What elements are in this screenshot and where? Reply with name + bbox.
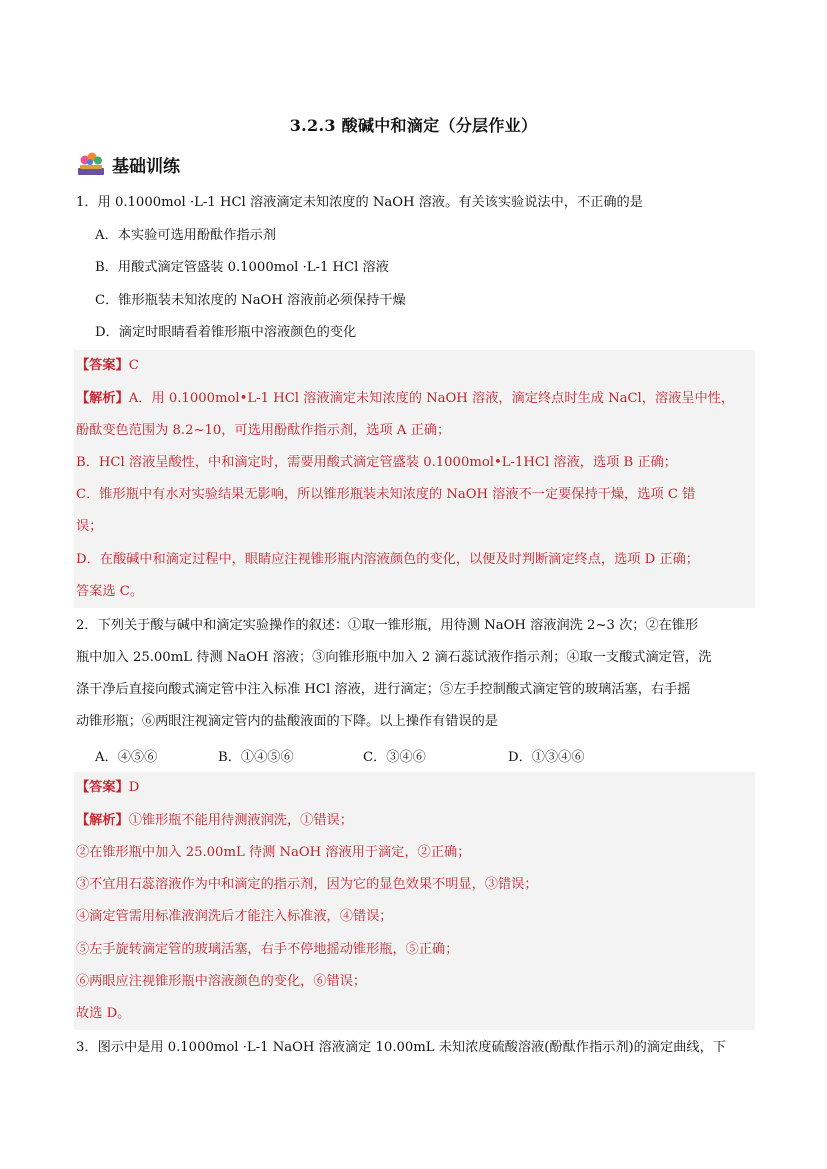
flower-books-icon xyxy=(76,151,106,177)
q2-stem-line-2: 瓶中加入 25.00mL 待测 NaOH 溶液；③向锥形瓶中加入 2 滴石蕊试液作指示剂；④取一支酸式滴定管，洗 xyxy=(76,650,712,665)
q1-analysis-line-7: 答案选 C。 xyxy=(76,584,144,599)
section-heading xyxy=(76,151,180,177)
q2-stem-line-1: 2．下列关于酸与碱中和滴定实验操作的叙述：①取一锥形瓶，用待测 NaOH 溶液润洗 2~3 次；②在锥形 xyxy=(76,618,699,633)
q2-analysis-line-3: ③不宜用石蕊溶液作为中和滴定的指示剂，因为它的显色效果不明显，③错误； xyxy=(76,877,538,892)
q2-answer-tag: 【答案】 xyxy=(76,780,129,795)
q2-analysis-text-1: ①锥形瓶不能用待测液润洗，①错误； xyxy=(128,813,353,828)
q1-analysis-line-6: D．在酸碱中和滴定过程中，眼睛应注视锥形瓶内溶液颜色的变化，以便及时判断滴定终点，选项 D 正确； xyxy=(76,552,699,567)
q1-analysis-line-1 xyxy=(76,389,756,409)
q2-option-c: C．③④⑥ xyxy=(363,750,426,765)
q1-option-a: A．本实验可选用酚酞作指示剂 xyxy=(95,228,276,243)
q1-option-b: B．用酸式滴定管盛装 0.1000mol ·L-1 HCl 溶液 xyxy=(95,260,389,275)
q1-analysis-tag: 【解析】 xyxy=(76,391,129,406)
q1-analysis-line-2: 酚酞变色范围为 8.2~10，可选用酚酞作指示剂，选项 A 正确； xyxy=(76,423,451,438)
q2-option-a: A．④⑤⑥ xyxy=(95,750,158,765)
q1-analysis-text-1: A．用 0.1000mol•L-1 HCl 溶液滴定未知浓度的 NaOH 溶液，滴定终点时生成 NaCl，溶液呈中性， xyxy=(128,391,735,406)
q1-analysis-line-5: 误； xyxy=(76,519,103,534)
q2-analysis-tag: 【解析】 xyxy=(76,813,129,828)
q2-analysis-line-7: 故选 D。 xyxy=(76,1006,131,1021)
q2-answer-value: D xyxy=(128,780,140,795)
q1-answer-value: C xyxy=(128,358,139,373)
q2-stem-line-3: 涤干净后直接向酸式滴定管中注入标准 HCl 溶液，进行滴定；⑤左手控制酸式滴定管的玻璃活塞，右手摇 xyxy=(76,682,691,697)
q1-option-d: D．滴定时眼睛看着锥形瓶中溶液颜色的变化 xyxy=(95,325,357,340)
q2-analysis-line-5: ⑤左手旋转滴定管的玻璃活塞，右手不停地摇动锥形瓶，⑤正确； xyxy=(76,942,459,957)
q1-answer-tag: 【答案】 xyxy=(76,358,129,373)
q2-analysis-line-1 xyxy=(76,811,756,831)
q2-options xyxy=(95,746,695,766)
q2-option-d: D．①③④⑥ xyxy=(508,750,585,765)
q2-analysis-line-2: ②在锥形瓶中加入 25.00mL 待测 NaOH 溶液用于滴定，②正确； xyxy=(76,845,471,860)
q1-answer xyxy=(76,356,756,376)
document-title: 3.2.3 酸碱中和滴定（分层作业） xyxy=(289,116,538,135)
q2-analysis-line-4: ④滴定管需用标准液润洗后才能注入标准液，④错误； xyxy=(76,909,393,924)
q2-stem-line-4: 动锥形瓶；⑥两眼注视滴定管内的盐酸液面的下降。以上操作有错误的是 xyxy=(76,714,498,729)
q1-stem: 1．用 0.1000mol ·L-1 HCl 溶液滴定未知浓度的 NaOH 溶液。有关该实验说法中，不正确的是 xyxy=(76,195,643,210)
q1-option-c: C．锥形瓶装未知浓度的 NaOH 溶液前必须保持干燥 xyxy=(95,293,406,308)
section-label: 基础训练 xyxy=(112,156,180,177)
q2-answer xyxy=(76,778,756,798)
q1-analysis-line-3: B．HCl 溶液呈酸性，中和滴定时，需要用酸式滴定管盛装 0.1000mol•L-1HCl 溶液，选项 B 正确； xyxy=(76,455,677,470)
q2-option-b: B．①④⑤⑥ xyxy=(218,750,294,765)
q3-stem: 3．图示中是用 0.1000mol ·L-1 NaOH 溶液滴定 10.00mL 未知浓度硫酸溶液(酚酞作指示剂)的滴定曲线，下 xyxy=(76,1040,726,1055)
q2-analysis-line-6: ⑥两眼应注视锥形瓶中溶液颜色的变化，⑥错误； xyxy=(76,974,367,989)
q1-analysis-line-4: C．锥形瓶中有水对实验结果无影响，所以锥形瓶装未知浓度的 NaOH 溶液不一定要保持干燥，选项 C 错 xyxy=(76,487,696,502)
